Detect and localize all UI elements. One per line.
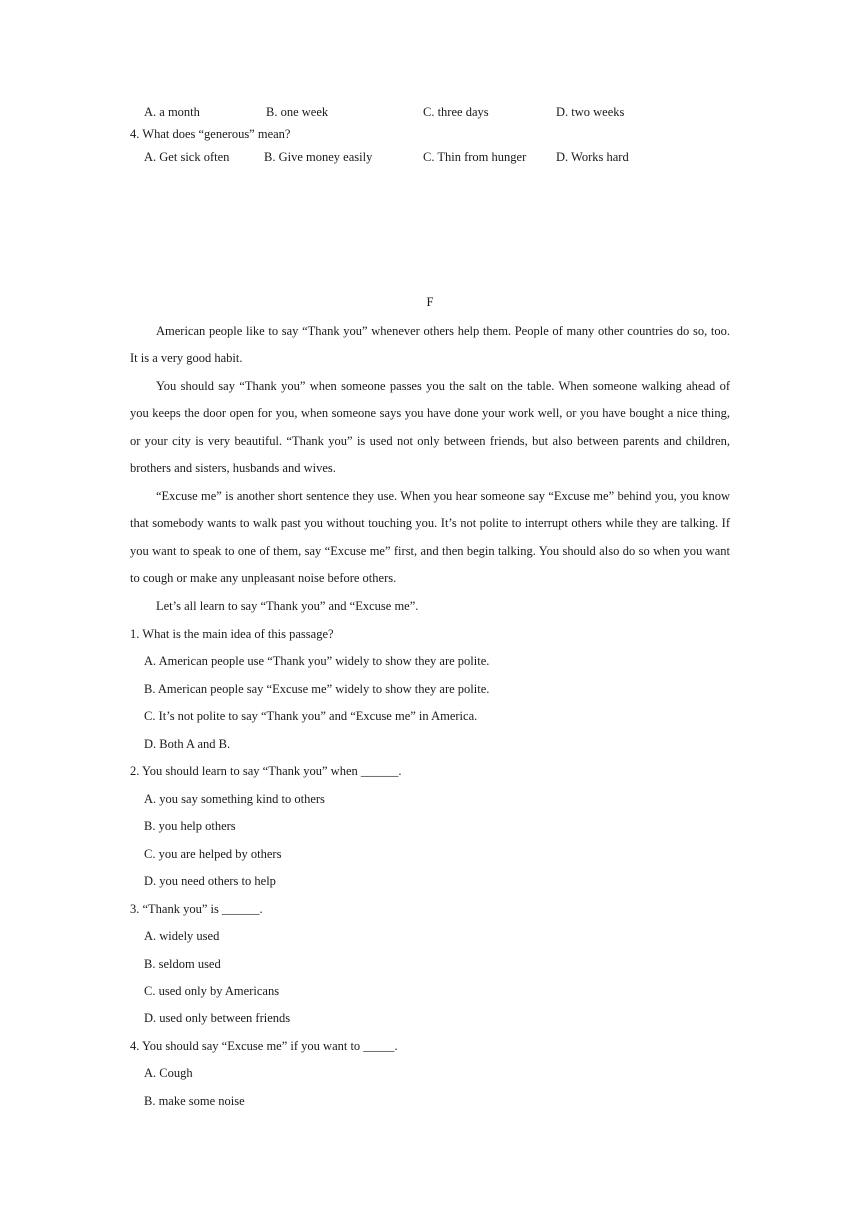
- question-4-option-b: B. make some noise: [144, 1094, 245, 1108]
- question-1-option-d: D. Both A and B.: [144, 737, 231, 751]
- question-2-option-b: B. you help others: [144, 819, 236, 833]
- q4-option-a: A. Get sick often: [144, 150, 230, 164]
- question-4-option-a: A. Cough: [144, 1066, 193, 1080]
- question-3-option-a: A. widely used: [144, 929, 220, 943]
- question-3-option-d: D. used only between friends: [144, 1011, 291, 1025]
- passage-paragraph-1: American people like to say “Thank you” whenever others help them. People of many other countries do so, too. It is a very good habit.: [130, 324, 730, 366]
- q4-option-d: D. Works hard: [556, 150, 629, 164]
- question-1-option-a: A. American people use “Thank you” widely to show they are polite.: [144, 654, 490, 668]
- q3-option-b: B. one week: [266, 105, 329, 119]
- question-3: 3. “Thank you” is ______.: [130, 902, 263, 916]
- question-2-option-c: C. you are helped by others: [144, 847, 282, 861]
- question-2-option-d: D. you need others to help: [144, 874, 276, 888]
- q3-option-d: D. two weeks: [556, 105, 625, 119]
- question-3-option-b: B. seldom used: [144, 957, 221, 971]
- question-1: 1. What is the main idea of this passage?: [130, 627, 334, 641]
- question-2: 2. You should learn to say “Thank you” when ______.: [130, 764, 402, 778]
- question-1-option-c: C. It’s not polite to say “Thank you” and “Excuse me” in America.: [144, 709, 478, 723]
- q4-question: 4. What does “generous” mean?: [130, 127, 291, 141]
- question-1-option-b: B. American people say “Excuse me” widely to show they are polite.: [144, 682, 490, 696]
- question-3-option-c: C. used only by Americans: [144, 984, 280, 998]
- q3-option-c: C. three days: [423, 105, 489, 119]
- question-2-option-a: A. you say something kind to others: [144, 792, 325, 806]
- question-4: 4. You should say “Excuse me” if you want to _____.: [130, 1039, 398, 1053]
- section-title: F: [426, 295, 434, 309]
- passage-paragraph-2: You should say “Thank you” when someone passes you the salt on the table. When someone walking ahead of you keeps the door open for you, when someone says you have done your work well, or you have bought a nice thing, or your city is very beautiful. “Thank you” is used not only between friends, but also between parents and children, brothers and sisters, husbands and wives.: [130, 379, 730, 476]
- q4-option-c: C. Thin from hunger: [423, 150, 527, 164]
- q4-option-b: B. Give money easily: [264, 150, 373, 164]
- passage-paragraph-4: Let’s all learn to say “Thank you” and “Excuse me”.: [156, 599, 419, 613]
- q3-option-a: A. a month: [144, 105, 200, 119]
- passage-paragraph-3: “Excuse me” is another short sentence they use. When you hear someone say “Excuse me” behind you, you know that somebody wants to walk past you without touching you. It’s not polite to interrupt others while they are talking. If you want to speak to one of them, say “Excuse me” first, and then begin talking. You should also do so when you want to cough or make any unpleasant noise before others.: [130, 489, 730, 586]
